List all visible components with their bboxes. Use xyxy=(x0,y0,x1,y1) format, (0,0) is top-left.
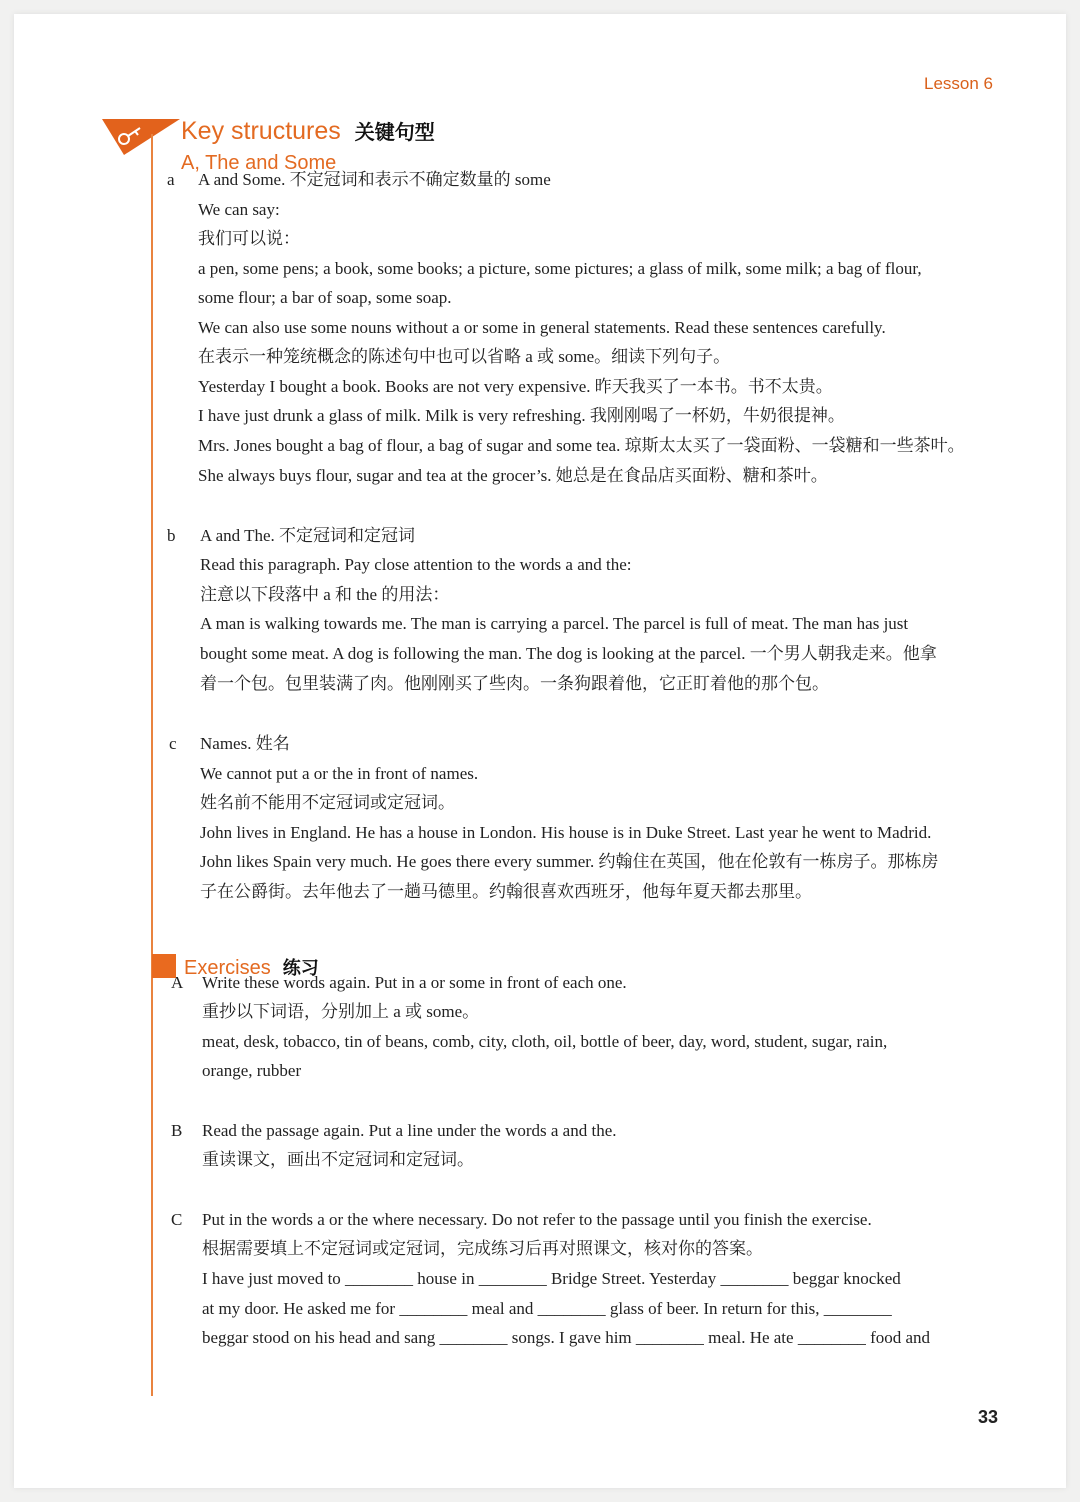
section-subtitle: A, The and Some xyxy=(181,152,337,174)
exercise-B-line: Read the passage again. Put a line under the words a and the. xyxy=(202,1121,617,1140)
exercise-A-line: Write these words again. Put in a or some in front of each one. xyxy=(202,973,627,992)
section-a-line: a pen, some pens; a book, some books; a picture, some pictures; a glass of milk, some milk; a bag of flour, xyxy=(198,259,922,278)
exercise-A-line: orange, rubber xyxy=(202,1061,302,1080)
page-number: 33 xyxy=(978,1407,999,1427)
section-marker-c: c xyxy=(169,734,177,753)
section-marker-b: b xyxy=(167,526,176,545)
section-a-line: She always buys flour, sugar and tea at the grocer’s. 她总是在食品店买面粉、糖和茶叶。 xyxy=(198,466,828,485)
section-a-line: 我们可以说： xyxy=(198,229,300,248)
key-structures-title: Key structures xyxy=(181,117,341,145)
section-a-line: A and Some. 不定冠词和表示不确定数量的 some xyxy=(198,170,551,189)
exercise-A-line: 重抄以下词语，分别加上 a 或 some。 xyxy=(202,1002,480,1021)
section-c-line: Names. 姓名 xyxy=(200,734,290,753)
exercise-marker-A: A xyxy=(171,973,184,992)
exercise-C-line: at my door. He asked me for ________ meal and ________ glass of beer. In return for this, ________ xyxy=(202,1299,892,1318)
section-a-line: some flour; a bar of soap, some soap. xyxy=(198,288,452,307)
section-b-line: A and The. 不定冠词和定冠词 xyxy=(200,526,416,545)
section-c-line: John likes Spain very much. He goes there every summer. 约翰住在英国，他在伦敦有一栋房子。那栋房 xyxy=(200,852,939,871)
exercise-A-line: meat, desk, tobacco, tin of beans, comb, city, cloth, oil, bottle of beer, day, word, student, sugar, rain, xyxy=(202,1032,888,1051)
section-b-line: bought some meat. A dog is following the man. The dog is looking at the parcel. 一个男人朝我走来。他拿 xyxy=(200,644,937,663)
exercise-C-line: beggar stood on his head and sang ________ songs. I gave him ________ meal. He ate ________ food and xyxy=(202,1328,931,1347)
section-a-line: 在表示一种笼统概念的陈述句中也可以省略 a 或 some。细读下列句子。 xyxy=(198,347,731,366)
section-a-line: Yesterday I bought a book. Books are not very expensive. 昨天我买了一本书。书不太贵。 xyxy=(198,377,833,396)
section-c-line: 姓名前不能用不定冠词或定冠词。 xyxy=(200,793,455,812)
exercise-B-line: 重读课文，画出不定冠词和定冠词。 xyxy=(202,1150,474,1169)
section-b-line: 注意以下段落中 a 和 the 的用法： xyxy=(200,585,450,604)
lesson-label: Lesson 6 xyxy=(924,74,993,93)
exercises-title-cn: 练习 xyxy=(282,958,319,978)
section-a-line: We can also use some nouns without a or some in general statements. Read these sentences carefully. xyxy=(198,318,886,337)
exercise-marker-B: B xyxy=(171,1121,183,1140)
exercise-C-line: 根据需要填上不定冠词或定冠词，完成练习后再对照课文，核对你的答案。 xyxy=(202,1239,763,1258)
section-a-line: Mrs. Jones bought a bag of flour, a bag of sugar and some tea. 琼斯太太买了一袋面粉、一袋糖和一些茶叶。 xyxy=(198,436,965,455)
textbook-page xyxy=(14,14,1066,1488)
section-a-line: I have just drunk a glass of milk. Milk is very refreshing. 我刚刚喝了一杯奶，牛奶很提神。 xyxy=(198,406,845,425)
section-b-line: Read this paragraph. Pay close attention to the words a and the: xyxy=(200,555,632,574)
exercise-C-line: I have just moved to ________ house in ________ Bridge Street. Yesterday ________ beggar knocked xyxy=(202,1269,901,1288)
margin-rule xyxy=(151,134,153,1396)
exercise-marker-C: C xyxy=(171,1210,183,1229)
section-b-line: A man is walking towards me. The man is carrying a parcel. The parcel is full of meat. The man has just xyxy=(200,614,909,633)
key-structures-title-cn: 关键句型 xyxy=(354,122,435,144)
key-structures-heading xyxy=(181,116,435,146)
section-c-line: 子在公爵街。去年他去了一趟马德里。约翰很喜欢西班牙，他每年夏天都去那里。 xyxy=(200,882,812,901)
key-icon xyxy=(102,117,182,157)
section-c-line: John lives in England. He has a house in London. His house is in Duke Street. Last year he went to Madrid. xyxy=(200,823,932,842)
section-b-line: 着一个包。包里装满了肉。他刚刚买了些肉。一条狗跟着他，它正盯着他的那个包。 xyxy=(200,674,829,693)
section-a-line: We can say: xyxy=(198,200,280,219)
section-c-line: We cannot put a or the in front of names. xyxy=(200,764,479,783)
section-marker-a: a xyxy=(167,170,175,189)
exercises-title: Exercises xyxy=(184,957,271,979)
exercise-C-line: Put in the words a or the where necessary. Do not refer to the passage until you finish the exercise. xyxy=(202,1210,872,1229)
